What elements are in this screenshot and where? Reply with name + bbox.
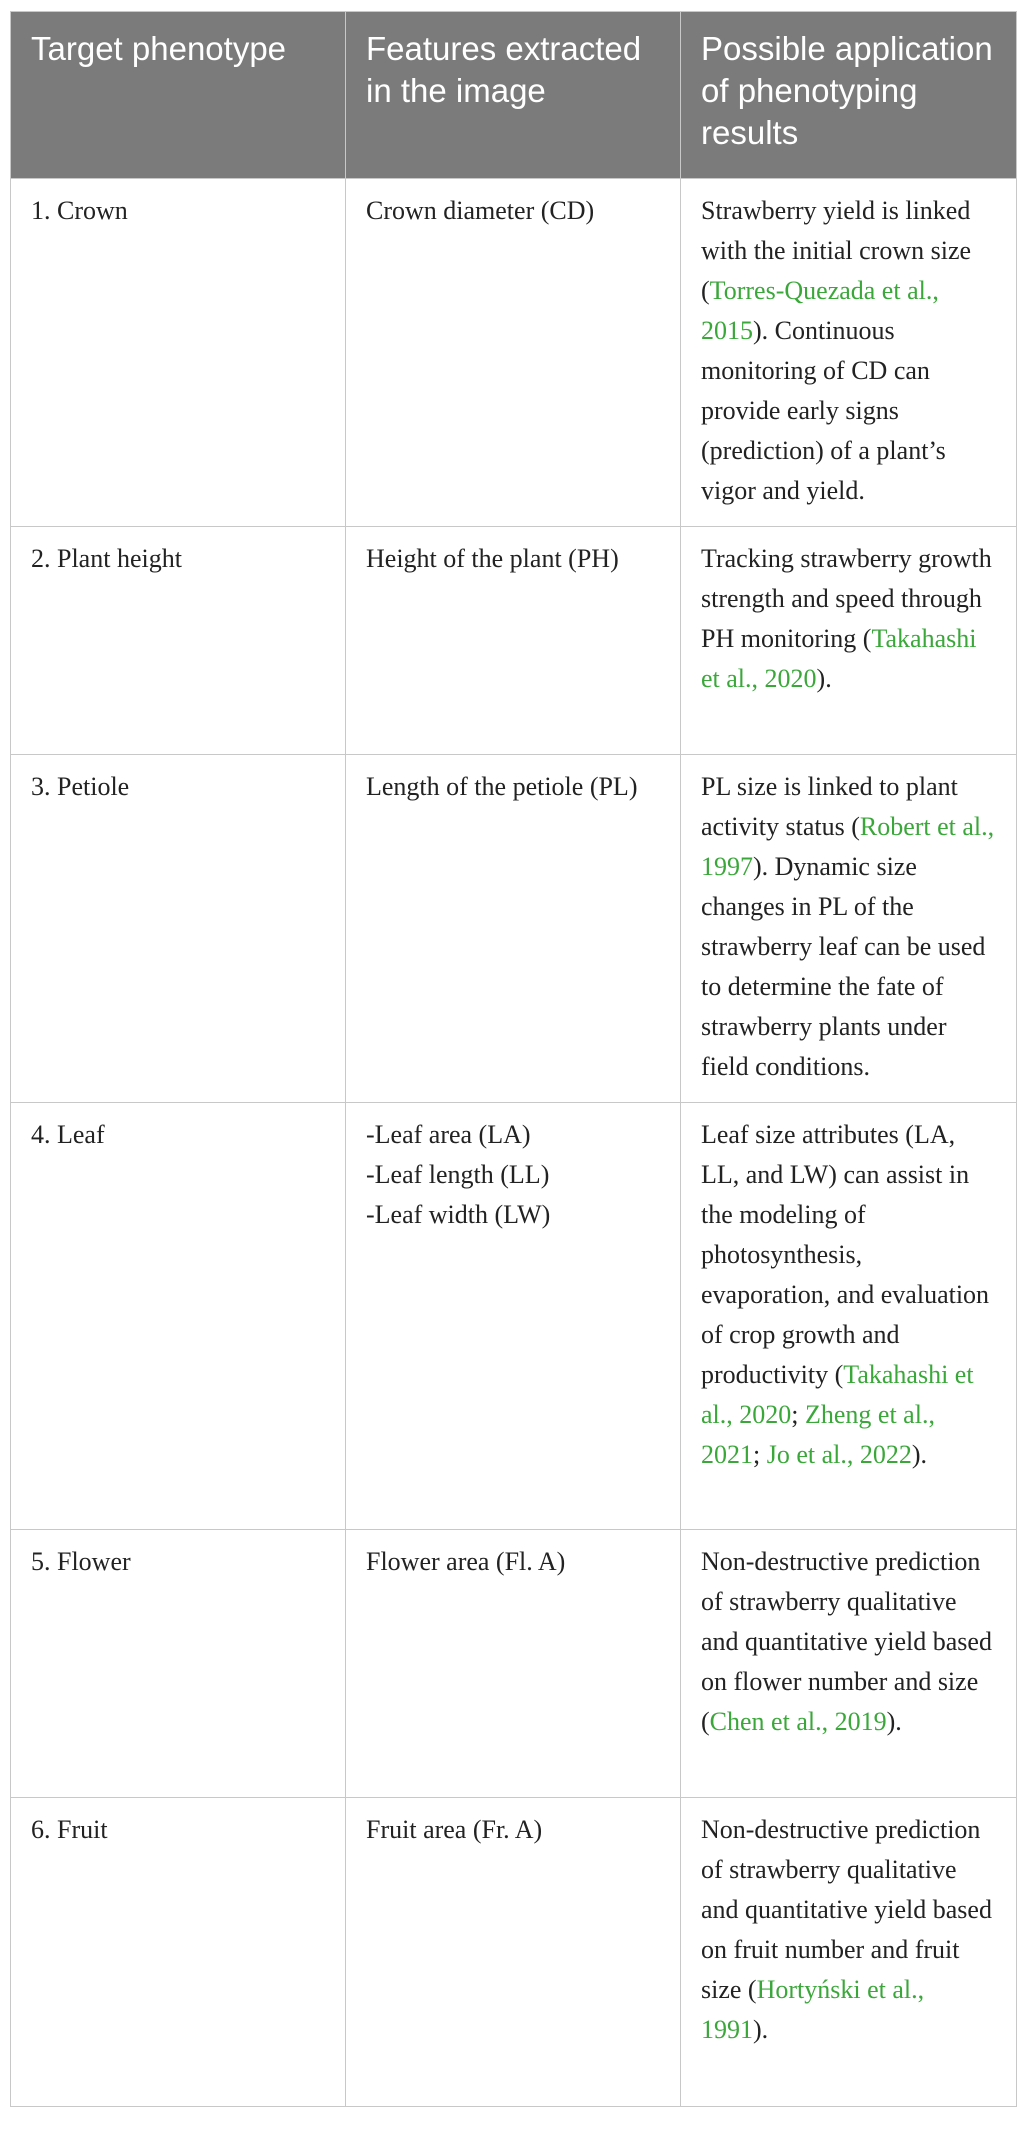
application-text: Strawberry yield is linked with the initial crown size ( <box>701 196 972 305</box>
feature-item: -Leaf length (LL) <box>366 1160 550 1189</box>
table-body <box>11 179 1017 2107</box>
application-text: ). <box>911 1440 928 1469</box>
feature-item: -Leaf width (LW) <box>366 1200 551 1229</box>
phenotype-cell: 6. Fruit <box>11 1798 346 2107</box>
phenotype-cell: 4. Leaf <box>11 1103 346 1530</box>
table-row <box>11 1798 1017 2107</box>
feature-item: Crown diameter (CD) <box>366 196 595 225</box>
reference-link[interactable]: Zheng et al., 2021 <box>701 1400 935 1469</box>
application-cell <box>681 755 1017 1103</box>
application-text: ). <box>753 2015 769 2044</box>
table-row <box>11 527 1017 755</box>
application-text: PL size is linked to plant activity status ( <box>701 772 958 841</box>
application-cell <box>681 1798 1017 2107</box>
features-cell <box>346 1103 681 1530</box>
feature-item: Height of the plant (PH) <box>366 544 619 573</box>
application-text: Non-destructive prediction of strawberry qualitative and quantitative yield based on fruit number and fruit size ( <box>701 1815 992 2004</box>
phenotype-cell: 3. Petiole <box>11 755 346 1103</box>
header-row <box>11 12 1017 179</box>
table-row <box>11 1103 1017 1530</box>
reference-link[interactable]: Torres-Quezada et al., 2015 <box>701 276 939 345</box>
reference-link[interactable]: Chen et al., 2019 <box>709 1707 887 1736</box>
reference-link[interactable]: Takahashi et al., 2020 <box>701 1360 974 1429</box>
table-row <box>11 179 1017 527</box>
application-text: Tracking strawberry growth strength and speed through PH monitoring ( <box>701 544 992 653</box>
application-text: ). Continuous monitoring of CD can provide early signs (prediction) of a plant’s vigor and yield. <box>701 316 946 505</box>
phenotype-cell: 1. Crown <box>11 179 346 527</box>
application-cell <box>681 1103 1017 1530</box>
application-text: Non-destructive prediction of strawberry qualitative and quantitative yield based on flower number and size ( <box>701 1547 992 1736</box>
application-text: ). <box>886 1707 902 1736</box>
features-cell <box>346 1530 681 1798</box>
features-cell <box>346 179 681 527</box>
header-features-extracted: Features extracted in the image <box>346 12 681 179</box>
phenotype-cell: 5. Flower <box>11 1530 346 1798</box>
table-row <box>11 755 1017 1103</box>
header-possible-application: Possible application of phenotyping results <box>681 12 1017 179</box>
application-cell <box>681 1530 1017 1798</box>
separator-text: ; <box>753 1440 767 1469</box>
reference-link[interactable]: Robert et al., 1997 <box>701 812 995 881</box>
header-target-phenotype: Target phenotype <box>11 12 346 179</box>
features-cell <box>346 527 681 755</box>
features-cell <box>346 1798 681 2107</box>
reference-link[interactable]: Hortyński et al., 1991 <box>701 1975 925 2044</box>
reference-link[interactable]: Takahashi et al., 2020 <box>701 624 977 693</box>
application-text: ). Dynamic size changes in PL of the strawberry leaf can be used to determine the fate of strawberry plants under field conditions. <box>701 852 986 1081</box>
phenotype-table-container <box>10 11 1016 2107</box>
feature-item: Fruit area (Fr. A) <box>366 1815 543 1844</box>
application-text: Leaf size attributes (LA, LL, and LW) can assist in the modeling of photosynthesis, evaporation, and evaluation of crop growth and productivity ( <box>701 1120 990 1389</box>
phenotype-table <box>10 11 1017 2107</box>
feature-item: Flower area (Fl. A) <box>366 1547 566 1576</box>
feature-item: -Leaf area (LA) <box>366 1120 531 1149</box>
separator-text: ; <box>791 1400 805 1429</box>
features-cell <box>346 755 681 1103</box>
application-text: ). <box>816 664 832 693</box>
application-cell <box>681 527 1017 755</box>
application-cell <box>681 179 1017 527</box>
phenotype-cell: 2. Plant height <box>11 527 346 755</box>
table-row <box>11 1530 1017 1798</box>
feature-item: Length of the petiole (PL) <box>366 772 638 801</box>
reference-link[interactable]: Jo et al., 2022 <box>766 1440 912 1469</box>
table-header <box>11 12 1017 179</box>
